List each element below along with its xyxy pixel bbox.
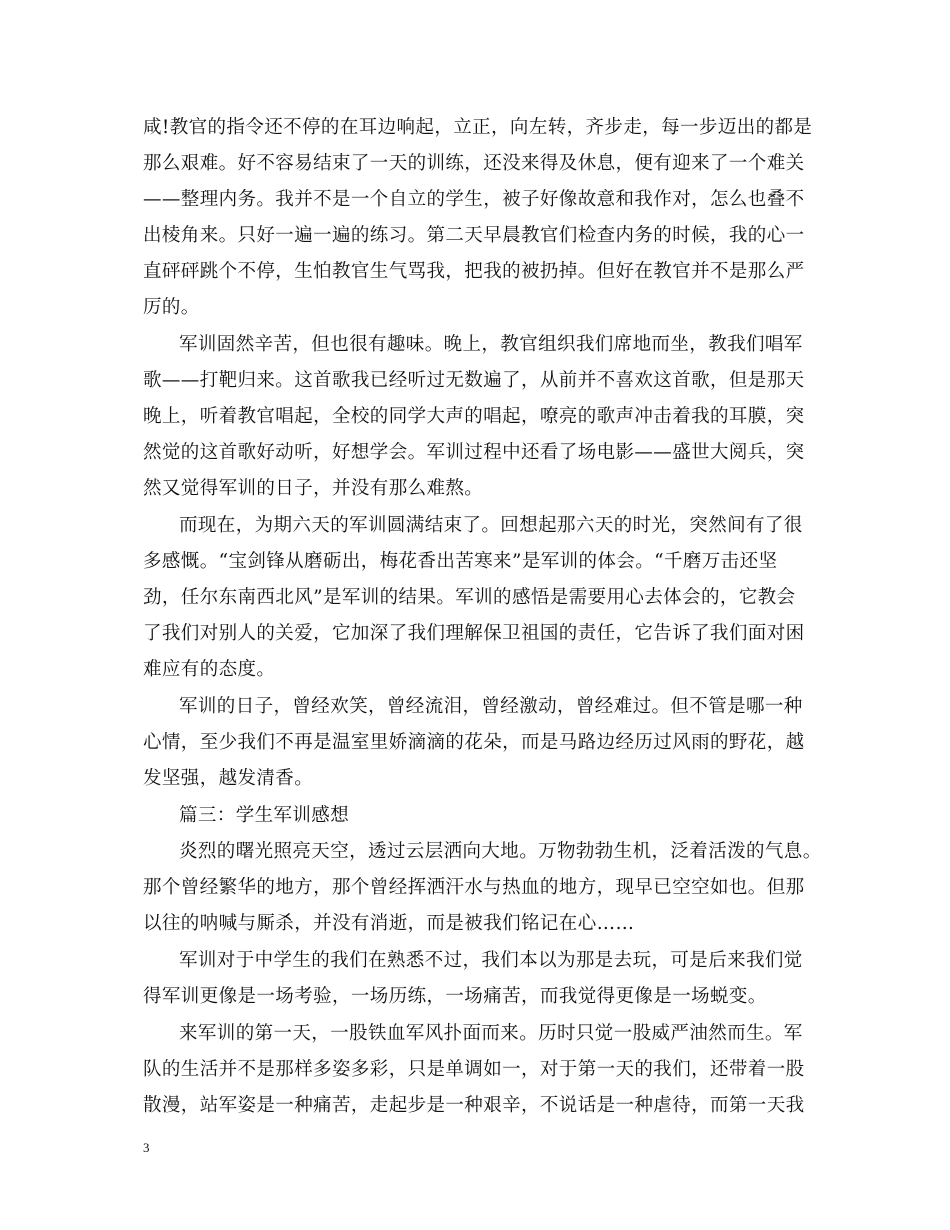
text-line: 军训的日子，曾经欢笑，曾经流泪，曾经激动，曾经难过。但不管是哪一种 [179,696,803,717]
text-line: 散漫，站军姿是一种痛苦，走起步是一种艰辛，不说话是一种虐待，而第一天我 [143,1095,805,1116]
text-line: ——整理内务。我并不是一个自立的学生，被子好像故意和我作对，怎么也叠不 [143,189,805,210]
text-line: 发坚强，越发清香。 [143,768,314,789]
text-line: 以往的呐喊与厮杀，并没有消逝，而是被我们铭记在心…… [143,913,635,934]
text-line: 然又觉得军训的日子，并没有那么难熬。 [143,478,484,499]
text-line: 晚上，听着教官唱起，全校的同学大声的唱起，嘹亮的歌声冲击着我的耳膜，突 [143,406,805,427]
text-line: 了我们对别人的关爱，它加深了我们理解保卫祖国的责任，它告诉了我们面对困 [143,623,805,644]
text-line: 多感慨。“宝剑锋从磨砺出，梅花香出苦寒来”是军训的体会。“千磨万击还坚 [143,551,778,572]
text-line: 难应有的态度。 [143,659,276,680]
text-line: 而现在，为期六天的军训圆满结束了。回想起那六天的时光，突然间有了很 [179,515,803,536]
text-line: 军训对于中学生的我们在熟悉不过，我们本以为那是去玩，可是后来我们觉 [179,950,803,971]
text-line: 队的生活并不是那样多姿多彩，只是单调如一，对于第一天的我们，还带着一股 [143,1059,805,1080]
text-line: 军训固然辛苦，但也很有趣味。晚上，教官组织我们席地而坐，教我们唱军 [179,334,803,355]
text-line: 心情，至少我们不再是温室里娇滴滴的花朵，而是马路边经历过风雨的野花，越 [143,732,805,753]
text-line: 歌——打靶归来。这首歌我已经听过无数遍了，从前并不喜欢这首歌，但是那天 [143,370,805,391]
text-line: 得军训更像是一场考验，一场历练，一场痛苦，而我觉得更像是一场蜕变。 [143,986,767,1007]
text-line: 出棱角来。只好一遍一遍的练习。第二天早晨教官们检查内务的时候，我的心一 [143,225,805,246]
text-line: 厉的。 [143,297,200,318]
text-line: 劲，任尔东南西北风”是军训的结果。军训的感悟是需要用心去体会的，它教会 [143,587,796,608]
text-line: 炎烈的曙光照亮天空，透过云层洒向大地。万物勃勃生机，泛着活泼的气息。 [179,841,822,862]
text-line: 咸!教官的指令还不停的在耳边响起，立正，向左转，齐步走，每一步迈出的都是 [143,117,813,138]
text-line: 直砰砰跳个不停，生怕教官生气骂我，把我的被扔掉。但好在教官并不是那么严 [143,261,805,282]
text-line: 那么艰难。好不容易结束了一天的训练，还没来得及休息，便有迎来了一个难关 [143,153,805,174]
page-number: 3 [143,1140,150,1155]
text-line: 那个曾经繁华的地方，那个曾经挥洒汗水与热血的地方，现早已空空如也。但那 [143,877,805,898]
text-line: 然觉的这首歌好动听，好想学会。军训过程中还看了场电影——盛世大阅兵，突 [143,442,805,463]
text-line: 来军训的第一天，一股铁血军风扑面而来。历时只觉一股威严油然而生。军 [179,1023,803,1044]
section-heading: 篇三：学生军训感想 [179,805,350,826]
